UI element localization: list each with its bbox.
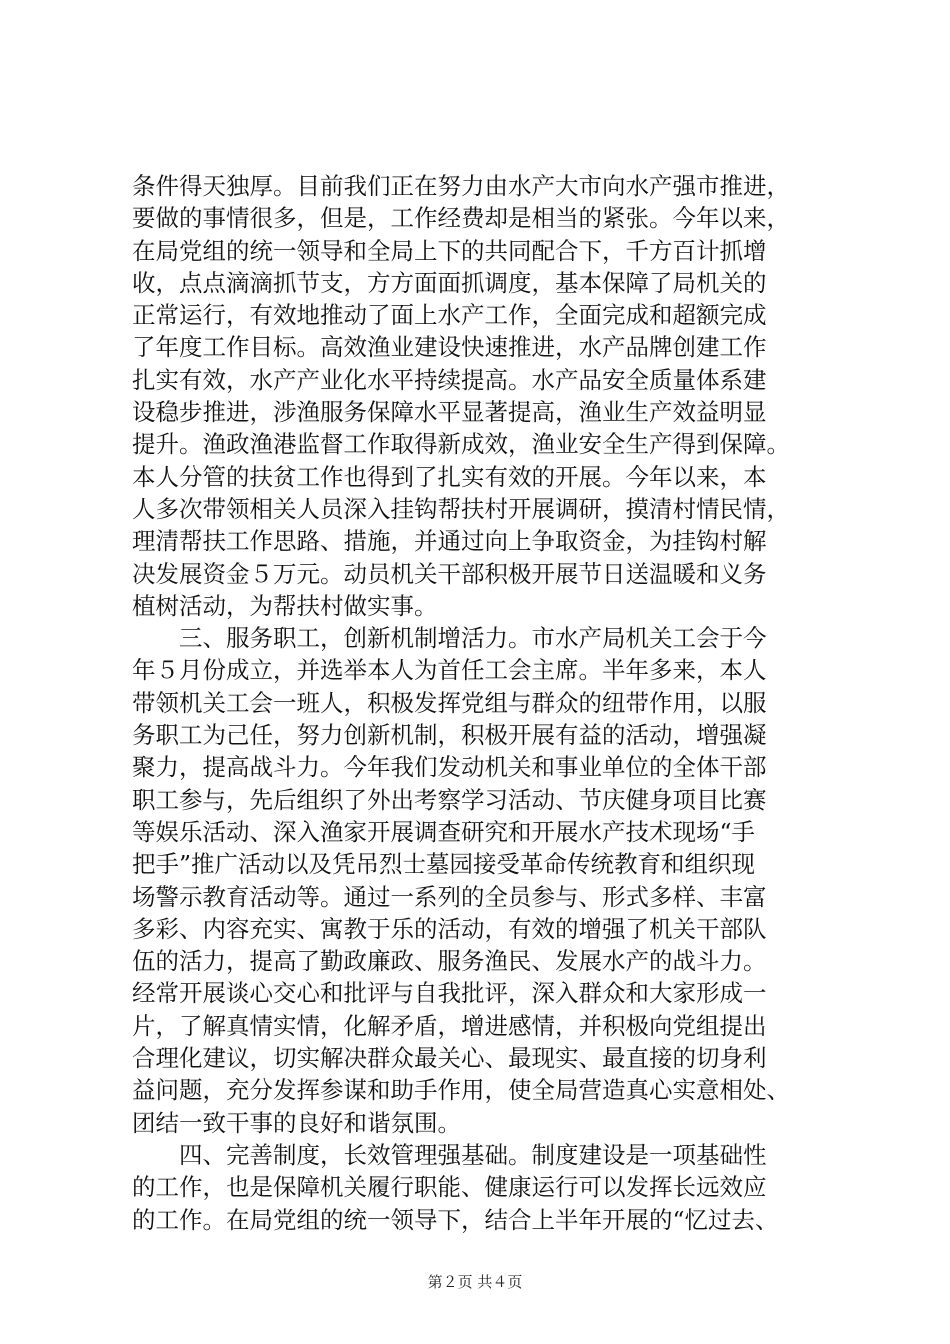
text-line: 年５月份成立，并选举本人为首任工会主席。半年多来，本人 — [132, 656, 767, 685]
text-line: 的工作。在局党组的统一领导下，结合上半年开展的“忆过去、 — [132, 1205, 779, 1234]
text-line: 收，点点滴滴抓节支，方方面面抓调度，基本保障了局机关的 — [132, 268, 767, 297]
text-line: 决发展资金５万元。动员机关干部积极开展节日送温暖和义务 — [132, 559, 767, 588]
text-line: 在局党组的统一领导和全局上下的共同配合下，千方百计抓增 — [132, 236, 767, 265]
text-line: 多彩、内容充实、寓教于乐的活动，有效的增强了机关干部队 — [132, 914, 767, 943]
text-line: 团结一致干事的良好和谐氛围。 — [132, 1108, 461, 1137]
section-heading-line: 四、完善制度，长效管理强基础。制度建设是一项基础性 — [179, 1140, 767, 1169]
text-line: 植树活动，为帮扶村做实事。 — [132, 591, 438, 620]
text-line: 把手”推广活动以及凭吊烈士墓园接受革命传统教育和组织现 — [132, 850, 756, 879]
text-line: 片，了解真情实情，化解矛盾，增进感情，并积极向党组提出 — [132, 1011, 767, 1040]
text-line: 扎实有效，水产产业化水平持续提高。水产品安全质量体系建 — [132, 365, 767, 394]
text-line: 条件得天独厚。目前我们正在努力由水产大市向水产强市推进， — [132, 172, 790, 200]
text-line: 场警示教育活动等。通过一系列的全员参与、形式多样、丰富 — [132, 882, 767, 911]
text-line: 益问题，充分发挥参谋和助手作用，使全局营造真心实意相处、 — [132, 1076, 790, 1105]
text-line: 本人分管的扶贫工作也得到了扎实有效的开展。今年以来，本 — [132, 462, 767, 491]
text-line: 的工作，也是保障机关履行职能、健康运行可以发挥长远效应 — [132, 1173, 767, 1202]
text-line: 经常开展谈心交心和批评与自我批评，深入群众和大家形成一 — [132, 979, 767, 1008]
text-line: 提升。渔政渔港监督工作取得新成效，渔业安全生产得到保障。 — [132, 430, 790, 459]
page-footer: 第２页 共４页 — [427, 1273, 523, 1291]
text-line: 等娱乐活动、深入渔家开展调查研究和开展水产技术现场“手 — [132, 817, 756, 846]
section-heading-line: 三、服务职工，创新机制增活力。市水产局机关工会于今 — [179, 624, 767, 653]
text-line: 了年度工作目标。高效渔业建设快速推进，水产品牌创建工作 — [132, 333, 767, 362]
text-line: 伍的活力，提高了勤政廉政、服务渔民、发展水产的战斗力。 — [132, 947, 767, 976]
body-text — [132, 170, 832, 1236]
text-line: 合理化建议，切实解决群众最关心、最现实、最直接的切身利 — [132, 1044, 767, 1073]
text-line: 正常运行，有效地推动了面上水产工作，全面完成和超额完成 — [132, 301, 767, 330]
text-line: 带领机关工会一班人，积极发挥党组与群众的纽带作用，以服 — [132, 688, 767, 717]
text-line: 要做的事情很多，但是，工作经费却是相当的紧张。今年以来， — [132, 204, 790, 233]
text-line: 人多次带领相关人员深入挂钩帮扶村开展调研，摸清村情民情， — [132, 494, 790, 523]
text-line: 务职工为己任，努力创新机制，积极开展有益的活动，增强凝 — [132, 721, 767, 750]
text-line: 聚力，提高战斗力。今年我们发动机关和事业单位的全体干部 — [132, 753, 767, 782]
text-line: 设稳步推进，涉渔服务保障水平显著提高，渔业生产效益明显 — [132, 398, 767, 427]
text-line: 理清帮扶工作思路、措施，并通过向上争取资金，为挂钩村解 — [132, 527, 767, 556]
text-line: 职工参与，先后组织了外出考察学习活动、节庆健身项目比赛 — [132, 785, 767, 814]
